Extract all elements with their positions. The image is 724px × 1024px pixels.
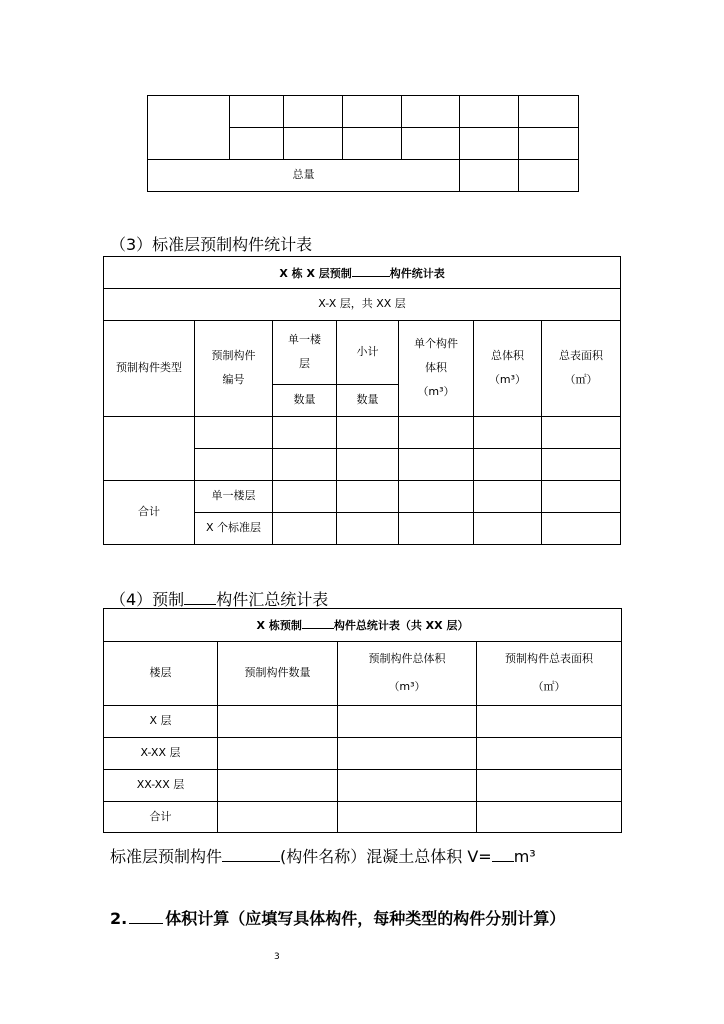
sum-row-standard: X 个标准层: [195, 513, 273, 545]
table-cell: [338, 770, 477, 802]
table-cell: [337, 481, 399, 513]
table-cell: [519, 128, 579, 160]
table-cell: [337, 417, 399, 449]
sum-row-single: 单一楼层: [195, 481, 273, 513]
floor-label: XX-XX 层: [104, 770, 218, 802]
table-cell: [218, 802, 338, 833]
table-cell: [474, 449, 542, 481]
top-table: [147, 95, 579, 192]
table-cell: [273, 513, 337, 545]
table-cell: [542, 449, 621, 481]
table-cell: [218, 738, 338, 770]
header-single-floor: 单一楼 层: [273, 321, 337, 385]
header-subtotal: 小计: [337, 321, 399, 385]
table-cell: [542, 513, 621, 545]
sum-label: 合计: [104, 481, 195, 545]
table-cell: [460, 96, 519, 128]
table-cell: [338, 706, 477, 738]
table-cell: [148, 96, 230, 160]
table-cell: [519, 160, 579, 192]
table-cell: [519, 96, 579, 128]
table-cell: [337, 449, 399, 481]
table-cell: [338, 802, 477, 833]
table-cell: [343, 128, 402, 160]
header-floor: 楼层: [104, 642, 218, 706]
header-count: 预制构件数量: [218, 642, 338, 706]
table-cell: [337, 513, 399, 545]
summary-table: [103, 608, 622, 833]
table-cell: [477, 770, 622, 802]
header-total-area: 预制构件总表面积 （㎡）: [477, 642, 622, 706]
table-cell: [218, 770, 338, 802]
table-cell: [195, 417, 273, 449]
table-cell: [399, 449, 474, 481]
table-cell: [273, 449, 337, 481]
header-unit-volume: 单个构件 体积 （m³）: [399, 321, 474, 417]
table-cell: [399, 481, 474, 513]
header-qty: 数量: [337, 385, 399, 417]
table-cell: [284, 96, 343, 128]
table-cell: [104, 417, 195, 481]
table-subtitle: X-X 层，共 XX 层: [104, 289, 621, 321]
table-cell: [399, 513, 474, 545]
table-cell: [542, 481, 621, 513]
table-title: X 栋 X 层预制 构件统计表: [104, 257, 621, 289]
volume-statement: 标准层预制构件 (构件名称）混凝土总体积 V= m³: [110, 847, 536, 866]
table-cell: [343, 96, 402, 128]
table-cell: [230, 128, 284, 160]
floor-label: X-XX 层: [104, 738, 218, 770]
table-cell: [474, 417, 542, 449]
table-cell: [273, 417, 337, 449]
table-cell: [477, 738, 622, 770]
table-cell: [474, 481, 542, 513]
header-qty: 数量: [273, 385, 337, 417]
table-cell: [195, 449, 273, 481]
header-type: 预制构件类型: [104, 321, 195, 417]
table-cell: [402, 128, 460, 160]
table-cell: [402, 96, 460, 128]
table-cell: [284, 128, 343, 160]
page-number: 3: [274, 952, 280, 962]
table-cell: [477, 802, 622, 833]
table-title: X 栋预制 构件总统计表（共 XX 层）: [104, 609, 622, 642]
header-total-area: 总表面积 （㎡）: [542, 321, 621, 417]
table-cell: [230, 96, 284, 128]
section2-heading: 2. 体积计算（应填写具体构件，每种类型的构件分别计算）: [110, 909, 566, 928]
total-label: 总量: [148, 160, 460, 192]
section3-heading: （3）标准层预制构件统计表: [110, 235, 313, 254]
table-cell: [218, 706, 338, 738]
header-total-volume: 预制构件总体积 （m³）: [338, 642, 477, 706]
header-total-volume: 总体积 （m³）: [474, 321, 542, 417]
section4-heading: （4）预制 构件汇总统计表: [110, 590, 329, 609]
floor-label: X 层: [104, 706, 218, 738]
table-cell: [460, 128, 519, 160]
standard-floor-table: [103, 256, 621, 545]
table-cell: [338, 738, 477, 770]
floor-label: 合计: [104, 802, 218, 833]
table-cell: [460, 160, 519, 192]
table-cell: [273, 481, 337, 513]
table-cell: [399, 417, 474, 449]
table-cell: [474, 513, 542, 545]
table-cell: [477, 706, 622, 738]
header-code: 预制构件 编号: [195, 321, 273, 417]
table-cell: [542, 417, 621, 449]
